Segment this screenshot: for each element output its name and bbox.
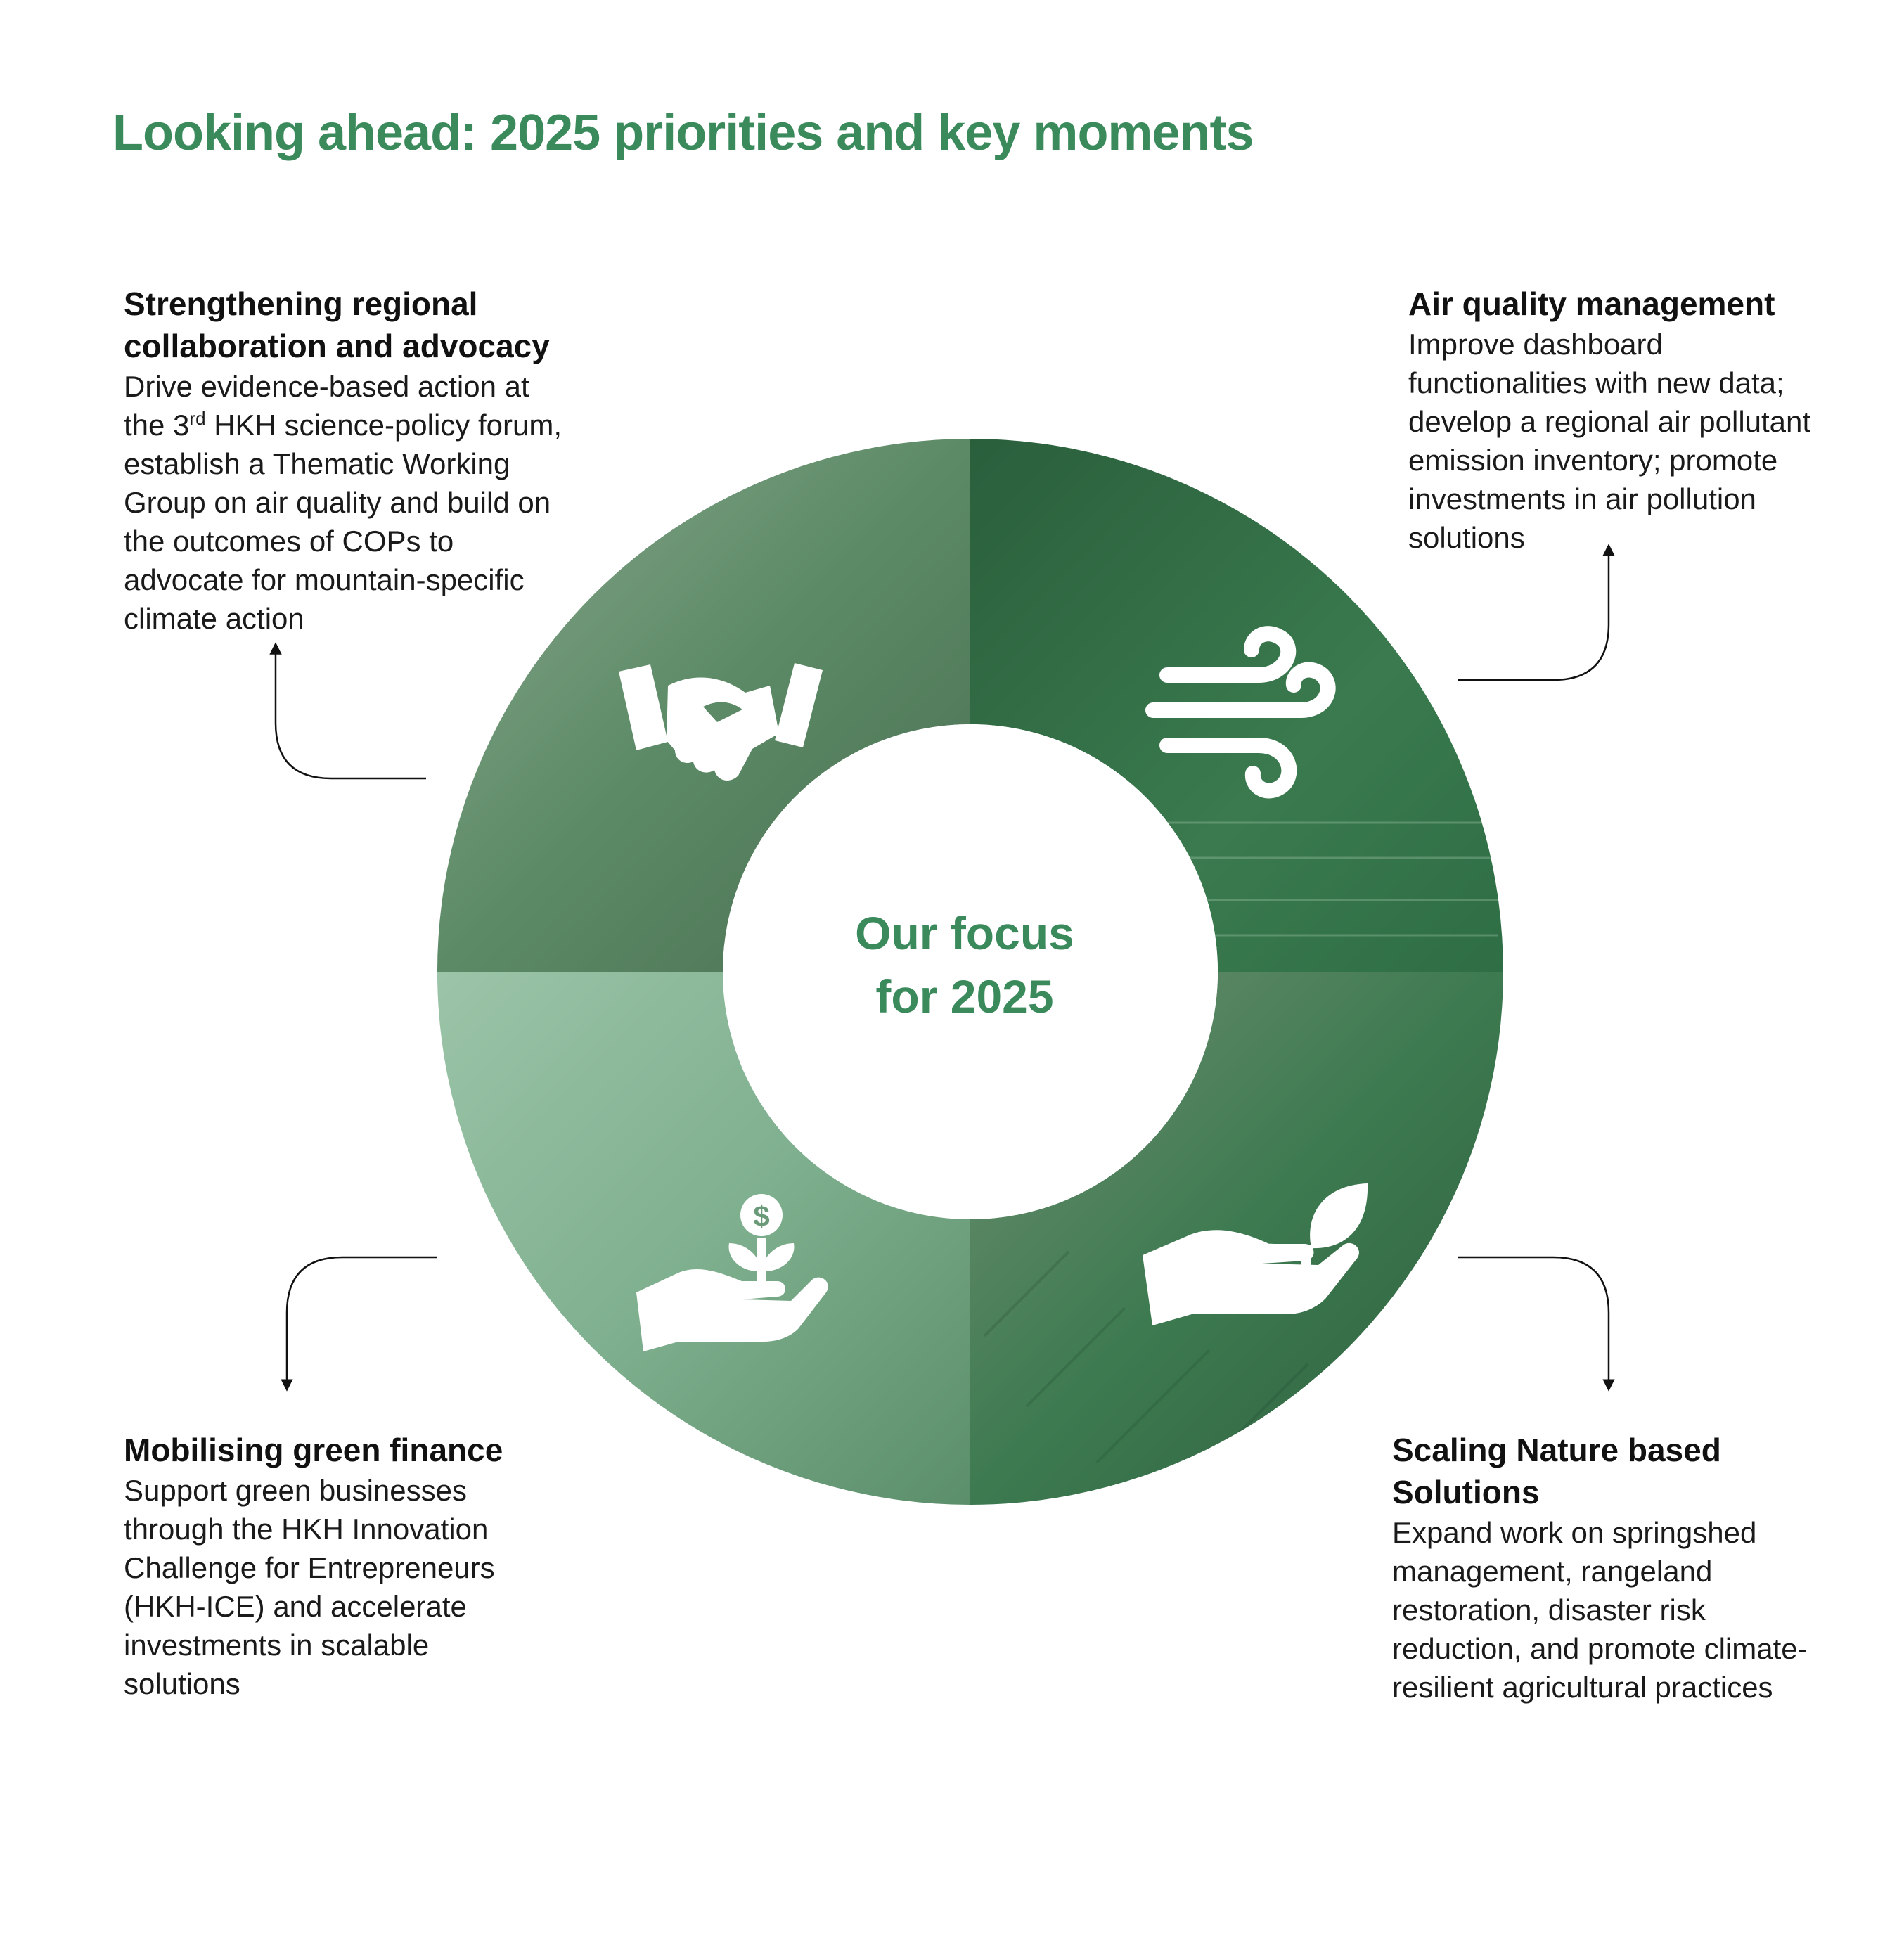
heading-line: Scaling Nature based [1392, 1432, 1721, 1468]
block-body: Expand work on springshed management, rangeland restoration, disaster risk reduction, and promote climate-resilient agricultural practices [1392, 1516, 1808, 1704]
heading-line: collaboration and advocacy [124, 328, 550, 364]
center-label-line1: Our focus [855, 907, 1074, 959]
body-text: HKH science-policy forum, establish a Thematic Working Group on air quality and build on the outcomes of COPs to advocate for mountain-specific climate action [124, 409, 562, 635]
heading-line: Strengthening regional [124, 285, 478, 322]
ordinal-suffix: rd [189, 408, 206, 429]
connector-arrow-top-right [1458, 550, 1609, 680]
block-heading: Mobilising green finance [124, 1432, 503, 1468]
connector-arrow-bottom-right [1458, 1257, 1609, 1385]
block-body: Support green businesses through the HKH Innovation Challenge for Entrepreneurs (HKH-ICE) and accelerate investments in scalable solutions [124, 1474, 495, 1700]
center-label-line2: for 2025 [875, 970, 1054, 1022]
connector-arrow-bottom-left [287, 1257, 437, 1385]
body-text: Drive evidence-based action at the 3 [124, 370, 529, 442]
page-title: Looking ahead: 2025 priorities and key moments [112, 105, 1254, 161]
connector-arrow-top-left [276, 648, 426, 778]
dollar-symbol: $ [753, 1200, 770, 1233]
block-body: Improve dashboard functionalities with new data; develop a regional air pollutant emission inventory; promote investments in air pollution solutions [1408, 328, 1811, 554]
block-heading: Air quality management [1408, 285, 1775, 322]
heading-line: Solutions [1392, 1474, 1540, 1510]
